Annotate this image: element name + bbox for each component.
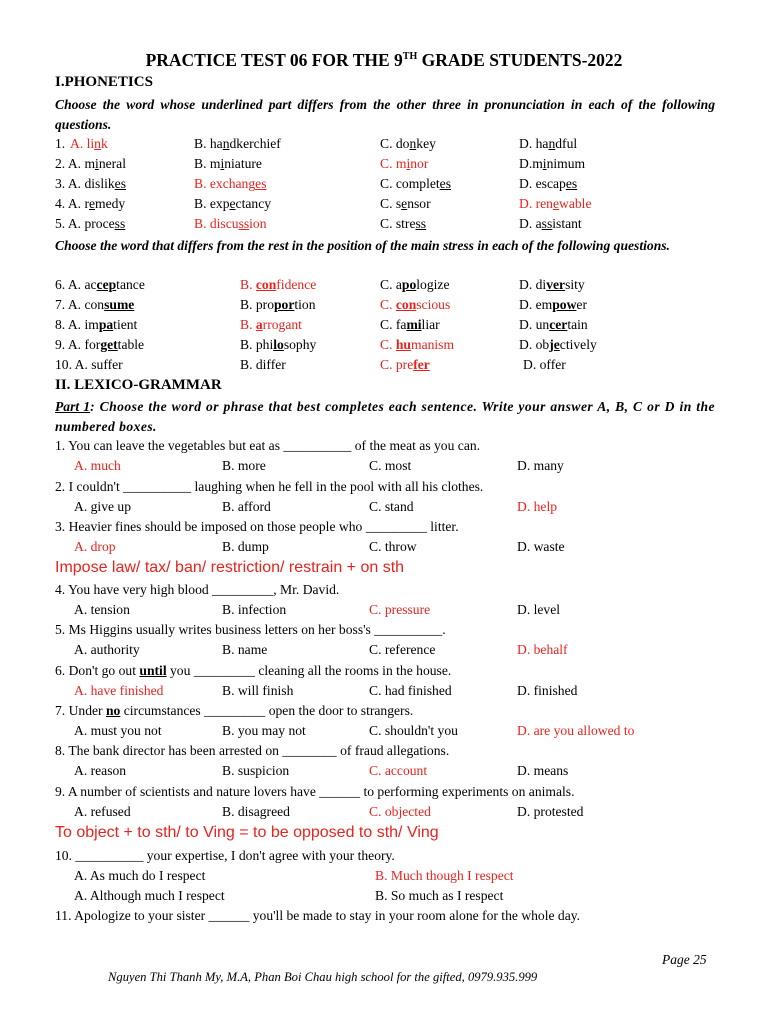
phonetics-instruction: Choose the word whose underlined part differs from the other three in pronunciation in each of the following questions. <box>55 97 715 132</box>
option-c: C. pressure <box>369 602 431 617</box>
option-c: C. throw <box>369 539 417 554</box>
option-d: D. behalf <box>517 642 568 657</box>
option-d: D. help <box>517 499 558 514</box>
phonetics-row-3 <box>0 176 768 196</box>
title-main: PRACTICE TEST 06 FOR THE 9 <box>145 50 403 70</box>
stress-instruction: Choose the word that differs from the rest in the position of the main stress in each of the following questions. <box>55 238 670 253</box>
stress-row-9 <box>0 337 768 357</box>
option-d: D. protested <box>517 804 584 819</box>
option-c: C. had finished <box>369 683 452 698</box>
option-b: B. afford <box>222 499 271 514</box>
option-a: A. drop <box>74 539 116 554</box>
option-a-alt: A. Although much I respect <box>74 888 225 903</box>
question-6-stem: 6. Don't go out until you _________ cleaning all the rooms in the house. <box>55 663 452 678</box>
option-c: C. familiar <box>380 317 440 332</box>
option-b: B. proportion <box>240 297 316 312</box>
option-b: B. more <box>222 458 266 473</box>
option-b: B. infection <box>222 602 287 617</box>
option-a: A. tension <box>74 602 130 617</box>
option-c: C. stress <box>380 216 427 231</box>
question-5-options <box>0 642 768 662</box>
option-a: 6. A. acceptance <box>55 277 145 292</box>
option-d: D. finished <box>517 683 578 698</box>
part1-instruction: Part 1: Choose the word or phrase that best completes each sentence. Write your answer A, B, C or D in the numbered boxes. <box>55 399 715 434</box>
title-sup: TH <box>402 51 418 63</box>
option-b: B. handkerchief <box>194 136 281 151</box>
option-b-alt: B. So much as I respect <box>375 888 504 903</box>
option-a: A. give up <box>74 499 132 514</box>
option-d: D. renewable <box>519 196 592 211</box>
option-c: C. humanism <box>380 337 455 352</box>
option-c: C. stand <box>369 499 414 514</box>
question-9-stem: 9. A number of scientists and nature lovers have ______ to performing experiments on animals. <box>55 784 575 799</box>
option-d: D. objectively <box>519 337 597 352</box>
phonetics-row-4 <box>0 196 768 216</box>
part1-label: Part 1 <box>55 399 91 414</box>
option-d: D. offer <box>523 357 566 372</box>
option-a: 2. A. mineral <box>55 156 126 171</box>
option-a: 10. A. suffer <box>55 357 123 372</box>
option-b: B. you may not <box>222 723 306 738</box>
option-d: D. level <box>517 602 561 617</box>
phonetics-row-5 <box>0 216 768 236</box>
question-1-options <box>0 458 768 478</box>
option-d: D.minimum <box>519 156 586 171</box>
question-4-options <box>0 602 768 622</box>
phonetics-row-1 <box>0 136 768 156</box>
option-a: A. authority <box>74 642 140 657</box>
option-a: 5. A. process <box>55 216 126 231</box>
question-7-options <box>0 723 768 743</box>
option-c: C. conscious <box>380 297 451 312</box>
question-7-stem: 7. Under no circumstances _________ open the door to strangers. <box>55 703 414 718</box>
option-a: A. much <box>74 458 121 473</box>
option-c: C. account <box>369 763 428 778</box>
option-b: B. arrogant <box>240 317 302 332</box>
option-b: B. exchanges <box>194 176 267 191</box>
question-1-stem: 1. You can leave the vegetables but eat as __________ of the meat as you can. <box>55 438 481 453</box>
stress-row-8 <box>0 317 768 337</box>
question-11-stem: 11. Apologize to your sister ______ you'll be made to stay in your room alone for the whole day. <box>55 908 581 923</box>
stress-row-10 <box>0 357 768 377</box>
footer-author: Nguyen Thi Thanh My, M.A, Phan Boi Chau high school for the gifted, 0979.935.999 <box>108 970 538 984</box>
option-a: 8. A. impatient <box>55 317 138 332</box>
question-10-stem: 10. __________ your expertise, I don't agree with your theory. <box>55 848 395 863</box>
part1-text: Choose the word or phrase that best completes each sentence. Write your answer A, B, C or D in the numbered boxes. <box>55 399 715 434</box>
option-b: B. name <box>222 642 268 657</box>
question-10-options-row-1 <box>0 868 768 888</box>
question-9-options <box>0 804 768 824</box>
question-10-options-row-2 <box>0 888 768 908</box>
option-a: 7. A. consume <box>55 297 135 312</box>
option-a: A. link <box>70 136 108 151</box>
question-8-options <box>0 763 768 783</box>
option-a: A. reason <box>74 763 127 778</box>
question-4-stem: 4. You have very high blood _________, Mr. David. <box>55 582 340 597</box>
option-a: 9. A. forgettable <box>55 337 145 352</box>
option-d: D. empower <box>519 297 587 312</box>
question-number: 1. <box>55 136 66 151</box>
phonetics-row-2 <box>0 156 768 176</box>
option-b: B. miniature <box>194 156 262 171</box>
option-b: B. discussion <box>194 216 267 231</box>
option-c: C. most <box>369 458 412 473</box>
option-a: A. refused <box>74 804 131 819</box>
option-a: A. have finished <box>74 683 164 698</box>
title-rest: GRADE STUDENTS-2022 <box>417 50 623 70</box>
option-a: 3. A. dislikes <box>55 176 126 191</box>
option-b: B. dump <box>222 539 269 554</box>
page-title <box>0 50 768 71</box>
question-2-options <box>0 499 768 519</box>
option-a: A. must you not <box>74 723 162 738</box>
option-c: C. prefer <box>380 357 430 372</box>
option-d: D. diversity <box>519 277 585 292</box>
question-5-stem: 5. Ms Higgins usually writes business letters on her boss's __________. <box>55 622 446 637</box>
option-c: C. donkey <box>380 136 436 151</box>
section-lexico-grammar-heading: II. LEXICO-GRAMMAR <box>55 377 222 393</box>
question-8-stem: 8. The bank director has been arrested on ________ of fraud allegations. <box>55 743 450 758</box>
option-c: C. sensor <box>380 196 431 211</box>
option-d: D. many <box>517 458 564 473</box>
option-b: B. differ <box>240 357 286 372</box>
option-c: C. completes <box>380 176 451 191</box>
option-d: D. handful <box>519 136 578 151</box>
question-2-stem: 2. I couldn't __________ laughing when he fell in the pool with all his clothes. <box>55 479 484 494</box>
option-d: D. assistant <box>519 216 582 231</box>
option-d: D. waste <box>517 539 565 554</box>
option-a: A. As much do I respect <box>74 868 206 883</box>
page-number: Page 25 <box>662 952 707 967</box>
option-b: B. philosophy <box>240 337 317 352</box>
option-c: C. apologize <box>380 277 450 292</box>
option-d: D. uncertain <box>519 317 588 332</box>
option-b: B. will finish <box>222 683 294 698</box>
option-a: 4. A. remedy <box>55 196 126 211</box>
option-d: D. means <box>517 763 569 778</box>
option-b: B. suspicion <box>222 763 290 778</box>
stress-row-6 <box>0 277 768 297</box>
option-b: B. expectancy <box>194 196 272 211</box>
option-c: C. shouldn't you <box>369 723 458 738</box>
option-c: C. minor <box>380 156 429 171</box>
option-c: C. reference <box>369 642 436 657</box>
option-d: D. are you allowed to <box>517 723 635 738</box>
handwritten-note-impose: Impose law/ tax/ ban/ restriction/ restrain + on sth <box>55 559 405 576</box>
stress-row-7 <box>0 297 768 317</box>
section-phonetics-heading: I.PHONETICS <box>55 74 153 90</box>
option-b: B. disagreed <box>222 804 290 819</box>
question-3-options <box>0 539 768 559</box>
handwritten-note-object: To object + to sth/ to Ving = to be opposed to sth/ Ving <box>55 824 439 841</box>
question-3-stem: 3. Heavier fines should be imposed on those people who _________ litter. <box>55 519 459 534</box>
option-b: B. confidence <box>240 277 317 292</box>
question-6-options <box>0 683 768 703</box>
option-d: D. escapes <box>519 176 578 191</box>
option-c: C. objected <box>369 804 431 819</box>
option-b: B. Much though I respect <box>375 868 514 883</box>
